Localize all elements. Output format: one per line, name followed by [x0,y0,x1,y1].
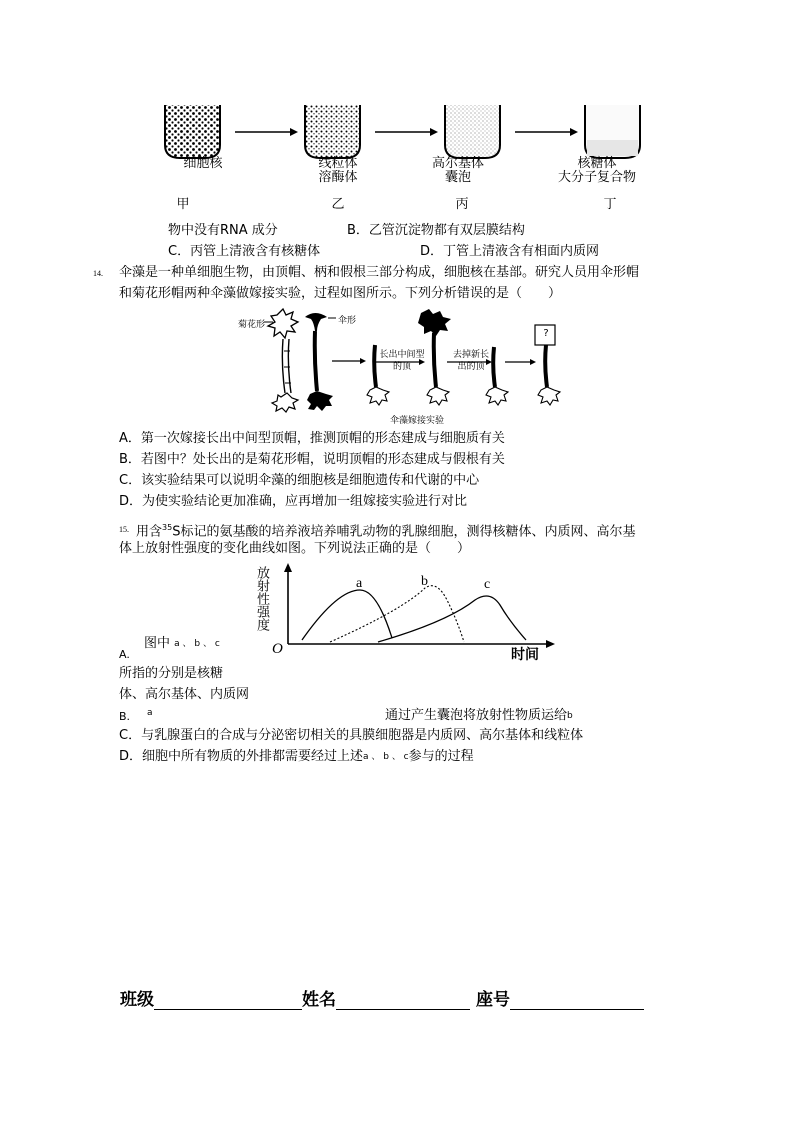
fig14-label-flower: 菊花形 [238,320,266,330]
seat-field[interactable] [510,993,644,1010]
q15-option-a-line2: 所指的分别是核糖 [119,666,224,681]
q14-stem-line1: 伞藻是一种单细胞生物，由顶帽、柄和假根三部分构成，细胞核在基部。研究人员用伞形帽 [119,265,640,280]
q15-number: 15. [119,525,129,534]
q15-stem-line2: 体上放射性强度的变化曲线如图。下列说法正确的是（ ） [119,541,471,556]
q14-number: 14. [93,269,103,278]
q14-stem-line2: 和菊花形帽两种伞藻做嫁接实验，过程如图所示。下列分析错误的是（ ） [119,286,562,301]
q13-option-c: C．丙管上清液含有核糖体 [168,244,321,259]
chart-x-label: 时间 [511,647,539,663]
chart-label-a: a [356,576,363,591]
fig14-arrow1-label: 长出中间型 的顶 [379,350,425,372]
tube-label-bing: 高尔基体 囊泡 [431,156,484,185]
q15-option-a-line1: 图中 $^{a 、 b 、 c}$ [144,636,220,651]
q15-option-b-text: 通过产生囊泡将放射性物质运给$^b$ [385,708,573,723]
tube-jia [165,105,220,158]
tube-label-ding: 核糖体 大分子复合物 [557,156,636,185]
tube-bing [445,105,500,158]
tube-yi [305,105,360,158]
chart-y-label: 放射性强度 [254,566,269,631]
tube-name-ding: 丁 [603,197,617,212]
fig14-caption: 伞藻嫁接实验 [390,416,445,426]
q14-option-b: B．若图中？处长出的是菊花形帽，说明顶帽的形态建成与假根有关 [119,452,505,467]
footer-info-row [120,985,644,1010]
curve-a [302,590,392,640]
class-field[interactable] [154,993,302,1010]
seat-label: 座号 [476,990,510,1010]
fig14-label-umbrella: 伞形 [338,316,357,326]
q15-option-a-letter: A. [119,648,130,661]
q14-option-c: C．该实验结果可以说明伞藻的细胞核是细胞遗传和代谢的中心 [119,473,480,488]
q15-option-b-a: a [147,708,153,718]
tube-label-jia: 细胞核 [183,156,223,171]
q14-option-a: A．第一次嫁接长出中间型顶帽，推测顶帽的形态建成与细胞质有关 [119,431,505,446]
q13-option-a-tail: 物中没有RNA 成分 [168,223,278,238]
curve-b [330,586,464,642]
tube-name-jia: 甲 [176,197,190,212]
fig14-arrow2-label: 去掉新长 出的顶 [452,350,489,372]
tube-name-bing: 丙 [455,197,469,212]
chart-label-b: b [421,574,428,589]
q15-stem-line1: 用含$^{35}$S标记的氨基酸的培养液培养哺乳动物的乳腺细胞，测得核糖体、内质网、高尔基 [136,523,636,540]
tube-name-yi: 乙 [331,197,345,212]
name-label: 姓名 [302,990,336,1010]
curve-c [378,596,526,642]
tube-label-yi: 线粒体 溶酶体 [318,156,358,185]
class-label: 班级 [120,990,154,1010]
name-field[interactable] [336,993,470,1010]
chart-origin: O [272,641,283,657]
chart-label-c: c [484,577,491,592]
q15-option-d: D．细胞中所有物质的外排都需要经过上述$^{a 、 b 、 c}$参与的过程 [119,749,474,764]
q13-option-d: D．丁管上清液含有相面内质网 [420,244,600,259]
q15-option-b-letter: B. [119,710,131,723]
q13-option-b: B．乙管沉淀物都有双层膜结构 [347,223,525,238]
tube-ding [585,105,640,158]
q15-option-a-line3: 体、高尔基体、内质网 [119,687,250,702]
q14-option-d: D．为使实验结论更加准确，应再增加一组嫁接实验进行对比 [119,494,468,509]
q15-option-c: C．与乳腺蛋白的合成与分泌密切相关的具膜细胞器是内质网、高尔基体和线粒体 [119,728,584,743]
fig14-question-mark: ? [543,328,549,339]
